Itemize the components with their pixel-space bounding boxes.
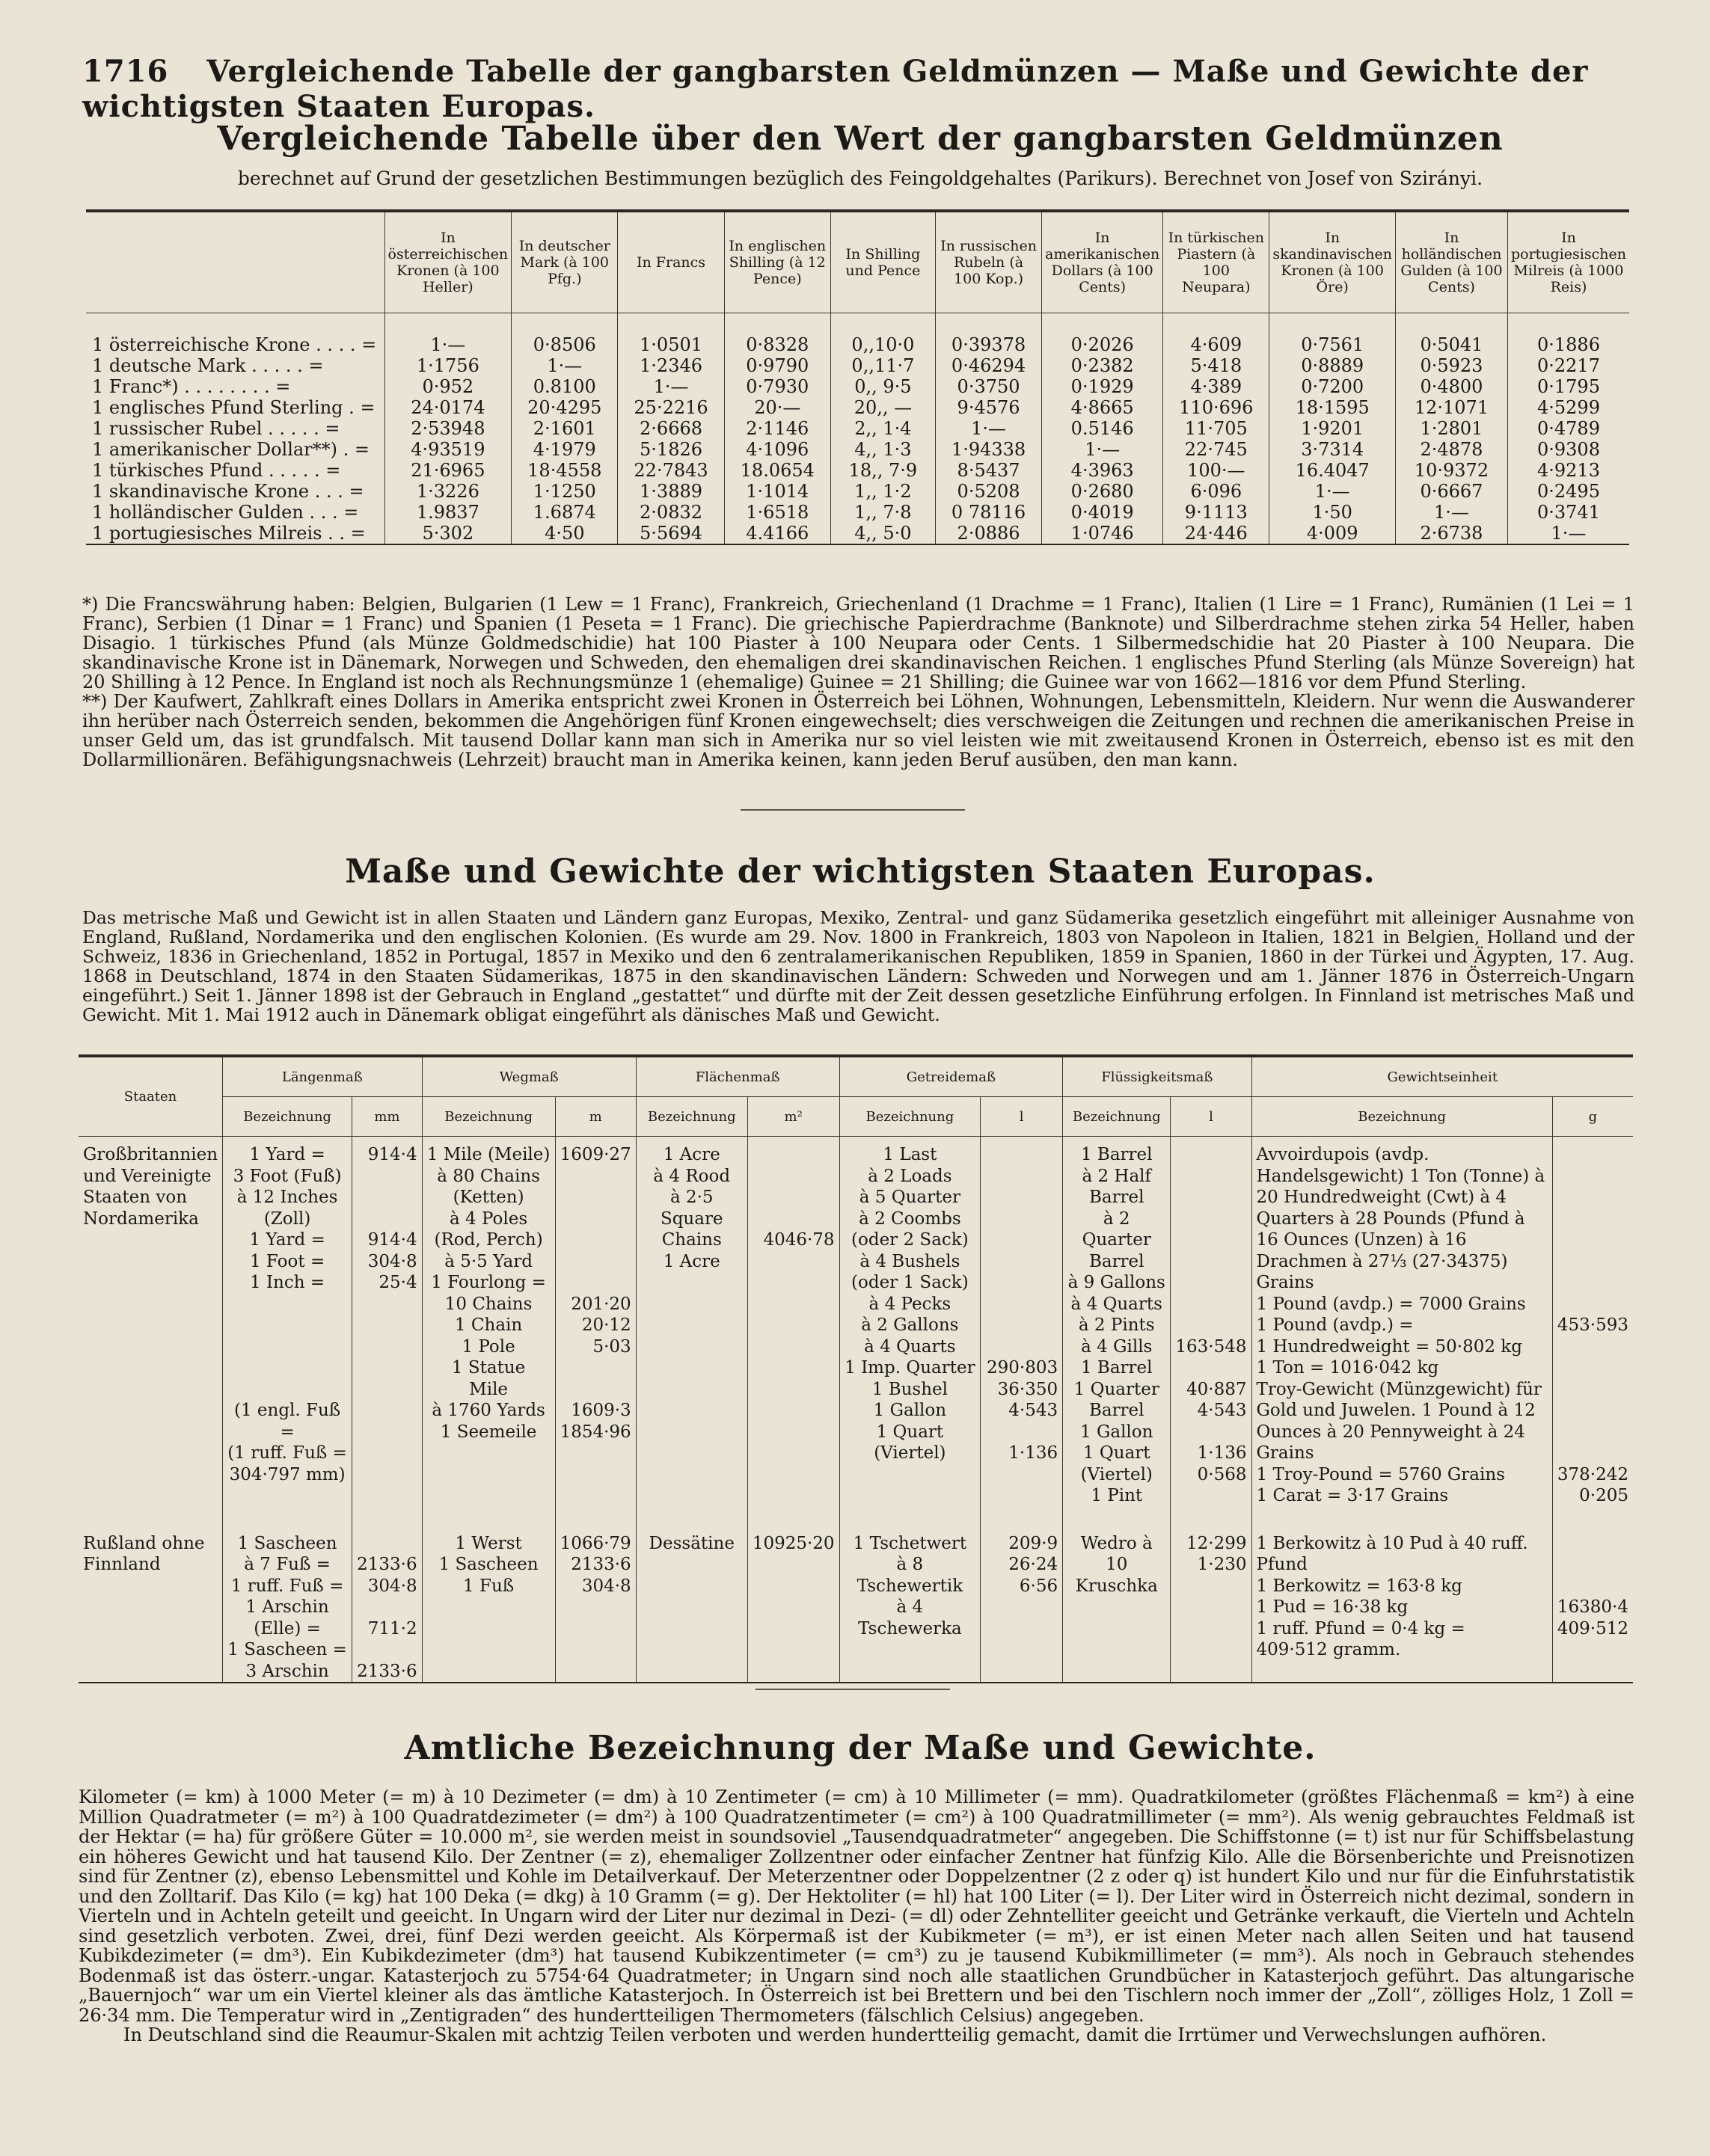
coins-row: [86, 439, 1629, 460]
coins-cell: 0·3741: [1507, 502, 1629, 523]
coins-cell: 0·1886: [1507, 313, 1629, 356]
measures-designation: Avvoirdupois (avdp. Handelsgewicht) 1 Ton (Tonne) à 20 Hundredweight (Cwt) à 4 Quarters à 28 Pounds (Pfund à 16 Ounces (Unzen) à 16 Drachmen à 27⅓ (27·34375) Grains 1 Pound (avdp.) = 7000 Grains 1 Pound (avdp.) = 1 Hundredweight = 50·802 kg 1 Ton = 1016·042 kg Troy-Gewicht (Münzgewicht) für Gold und Juwelen. 1 Pound à 12 Ounces à 20 Pennyweight à 24 Grains 1 Troy-Pound = 5760 Grains 1 Carat = 3·17 Grains: [1251, 1137, 1552, 1526]
coins-cell: 24·0174: [384, 397, 512, 418]
coins-cell: 1·9201: [1269, 418, 1396, 439]
coins-cell: 0.5146: [1042, 418, 1163, 439]
coins-cell: 2·4878: [1395, 439, 1507, 460]
coins-cell: 1·3889: [618, 481, 724, 502]
coins-cell: 2·6738: [1395, 523, 1507, 544]
coins-cell: 110·696: [1163, 397, 1269, 418]
coins-row-label: 1 holländischer Gulden . . . =: [92, 502, 359, 523]
coins-row-label: 1 türkisches Pfund . . . . . =: [92, 460, 341, 481]
coins-cell: 6·096: [1163, 481, 1269, 502]
coins-row-label: 1 russischer Rubel . . . . . =: [92, 418, 340, 439]
coins-cell: 0·7930: [724, 376, 830, 397]
measures-designation: 1 Berkowitz à 10 Pud à 40 ruff. Pfund 1 Berkowitz = 163·8 kg 1 Pud = 16·38 kg 1 ruff. Pfund = 0·4 kg = 409·512 gramm.: [1251, 1526, 1552, 1683]
coins-cell: 5·5694: [618, 523, 724, 544]
measures-value: 163·548 40·887 4·543 1·136 0·568: [1171, 1137, 1251, 1526]
coins-cell: 2·1601: [512, 418, 618, 439]
coins-cell: 2·6668: [618, 418, 724, 439]
coins-row: [86, 502, 1629, 523]
coins-cell: 8·5437: [935, 460, 1041, 481]
coins-cell: 1.9837: [384, 502, 512, 523]
coins-cell: 0·2680: [1042, 481, 1163, 502]
running-head-title: Vergleichende Tabelle der gangbarsten Geldmünzen — Maße und Gewichte der wichtigsten Staaten Europas.: [82, 54, 1589, 124]
measures-subhead: Bezeichnung: [1251, 1097, 1552, 1137]
official-paragraph: Kilometer (= km) à 1000 Meter (= m) à 10 Dezimeter (= dm) à 10 Zentimeter (= cm) à 10 Millimeter (= mm). Quadratkilometer (größtes Flächenmaß = km²) à eine Million Quadratmeter (= m²) à 100 Quadratdezimeter (= dm²) à 100 Quadratzentimeter (= cm²) à 100 Quadratmillimeter (= mm²). Als wenig gebrauchtes Feldmaß ist der Hektar (= ha) für größere Güter = 10.000 m², sie werden meist in soundsoviel „Tausendquadratmeter“ angegeben. Die Schiffstonne (= t) ist nur für Schiffsbelastung ein höheres Gewicht und hat tausend Kilo. Der Zentner (= z), ehemaliger Zollzentner oder einfacher Zentner hat fünfzig Kilo. Alle die Börsenberichte und Preisnotizen sind für Zentner (z), ebenso Lebensmittel und Kohle im Detailverkauf. Der Meterzentner oder Doppelzentner (2 z oder q) ist hundert Kilo und nur für die Einfuhrstatistik und den Zolltarif. Das Kilo (= kg) hat 100 Deka (= dkg) à 10 Gramm (= g). Der Hektoliter (= hl) hat 100 Liter (= l). Der Liter wird in Österreich nicht dezimal, sondern in Vierteln und in Achteln geteilt und geeicht. In Ungarn wird der Liter nur dezimal in Dezi- (= dl) oder Zehntelliter geeicht und Getränke verkauft, die Vierteln und Achteln sind gesetzlich verboten. Zwei, drei, fünf Dezi werden geeicht. Als Körpermaß ist der Kubikmeter (= m³), er ist einen Meter nach allen Seiten und hat tausend Kubikdezimeter (= dm³). Ein Kubikdezimeter (dm³) hat tausend Kubikzentimeter (= cm³) zu je tausend Kubikmillimeter (= mm³). Als noch in Gebrauch stehendes Bodenmaß ist das österr.-ungar. Katasterjoch zu 5754·64 Quadratmeter; in Ungarn sind noch alle staatlichen Grundbücher in Katasterjoch geführt. Das altungarische „Bauernjoch“ war um ein Viertel kleiner als das ämtliche Katasterjoch. In Österreich ist bei Brettern und bei den Tischlern noch immer der „Zoll“, zölliges Holz, 1 Zoll = 26·34 mm. Die Temperatur wird in „Zentigraden“ des hundertteiligen Thermometers (fälschlich Celsius) angegeben.: [79, 1787, 1634, 2026]
coins-row-label: 1 englisches Pfund Sterling . =: [92, 397, 376, 418]
coins-col-header: In russischen Rubeln (à 100 Kop.): [935, 211, 1041, 313]
official-title: Amtliche Bezeichnung der Maße und Gewichte.: [404, 1729, 1317, 1767]
coins-cell: 0·8328: [724, 313, 830, 356]
coins-cell: 0·46294: [935, 355, 1041, 376]
coins-cell: 4·93519: [384, 439, 512, 460]
coins-cell: 1,, 7·8: [830, 502, 935, 523]
coins-cell: 1·—: [512, 355, 618, 376]
coins-cell: 4·009: [1269, 523, 1396, 544]
measures-designation: 1 Mile (Meile) à 80 Chains (Ketten) à 4 Poles (Rod, Perch) à 5·5 Yard 1 Fourlong = 10 Chains 1 Chain 1 Pole 1 Statue Mile à 1760 Yards 1 Seemeile: [422, 1137, 555, 1526]
coins-cell: 0·8889: [1269, 355, 1396, 376]
measures-subhead: Bezeichnung: [422, 1097, 555, 1137]
measures-table: [79, 1054, 1633, 1683]
coins-cell: 4,, 5·0: [830, 523, 935, 544]
coins-cell: 1·—: [1042, 439, 1163, 460]
coins-cell: 0.8100: [512, 376, 618, 397]
coins-row-label: 1 Franc*) . . . . . . . . =: [92, 376, 291, 397]
measures-value: 16380·4 409·512: [1552, 1526, 1633, 1683]
coins-cell: 0·5208: [935, 481, 1041, 502]
measures-value: 2133·6 304·8 711·2 2133·6: [352, 1526, 422, 1683]
coins-cell: 2·53948: [384, 418, 512, 439]
measures-value: 1609·27 201·20 20·12 5·03 1609·3 1854·96: [555, 1137, 636, 1526]
coins-cell: 10·9372: [1395, 460, 1507, 481]
measures-group-flaechenmass: Flächenmaß: [636, 1056, 839, 1097]
coins-col-header: In Francs: [618, 211, 724, 313]
coins-cell: 0·2495: [1507, 481, 1629, 502]
coins-cell: 11·705: [1163, 418, 1269, 439]
coins-cell: 5·1826: [618, 439, 724, 460]
coins-cell: 1.6874: [512, 502, 618, 523]
coins-cell: 9·4576: [935, 397, 1041, 418]
coins-cell: 1·50: [1269, 502, 1396, 523]
coins-table: [86, 209, 1629, 545]
coins-col-header: In deutscher Mark (à 100 Pfg.): [512, 211, 618, 313]
coins-cell: 0,,10·0: [830, 313, 935, 356]
measures-subhead: Bezeichnung: [223, 1097, 352, 1137]
coins-row: [86, 481, 1629, 502]
measures-designation: Wedro à 10 Kruschka: [1063, 1526, 1171, 1683]
coins-row: [86, 397, 1629, 418]
section-divider: [756, 1689, 950, 1690]
coins-note-1: *) Die Francswährung haben: Belgien, Bulgarien (1 Lew = 1 Franc), Frankreich, Griechenland (1 Drachme = 1 Franc), Italien (1 Lire = 1 Franc), Rumänien (1 Lei = 1 Franc), Serbien (1 Dinar = 1 Franc) und Spanien (1 Peseta = 1 Franc). Die griechische Papierdrachme (Banknote) und Silberdrachme stehen zirka 54 Heller, haben Disagio. 1 türkisches Pfund (als Münze Goldmedschidie) hat 100 Piaster à 100 Neupara oder Cents. 1 Silbermedschidie hat 20 Piaster à 100 Neupara. Die skandinavische Krone ist in Dänemark, Norwegen und Schweden, den ehemaligen drei skandinavischen Reichen. 1 englisches Pfund Sterling (als Münze Sovereign) hat 20 Shilling à 12 Pence. In England ist noch als Rechnungsmünze 1 (ehemalige) Guinee = 21 Shilling; die Guinee war von 1662—1816 vor dem Pfund Sterling.: [82, 594, 1634, 692]
measures-group-gewichtseinheit: Gewichtseinheit: [1251, 1056, 1633, 1097]
coins-row: [86, 313, 1629, 356]
coins-cell: 2·1146: [724, 418, 830, 439]
coins-cell: 4,, 1·3: [830, 439, 935, 460]
official-text: [79, 1787, 1634, 2045]
measures-group-header: [79, 1056, 1633, 1097]
coins-cell: 24·446: [1163, 523, 1269, 544]
coins-col-header: In Shilling und Pence: [830, 211, 935, 313]
coins-cell: 0·4800: [1395, 376, 1507, 397]
official-paragraph: In Deutschland sind die Reaumur-Skalen mit achtzig Teilen verboten und werden hundertteilig gemacht, damit die Irrtümer und Verwechslungen aufhören.: [123, 2024, 1547, 2045]
coins-cell: 1·—: [1507, 523, 1629, 544]
coins-col-header: In englischen Shilling (à 12 Pence): [724, 211, 830, 313]
coins-cell: 12·1071: [1395, 397, 1507, 418]
measures-value: 12·299 1·230: [1171, 1526, 1251, 1683]
coins-cell: 0·2026: [1042, 313, 1163, 356]
coins-cell: 5·418: [1163, 355, 1269, 376]
coins-col-header: In skandinavischen Kronen (à 100 Öre): [1269, 211, 1396, 313]
measures-row: [79, 1137, 1633, 1526]
measures-subhead: Bezeichnung: [839, 1097, 981, 1137]
coins-note-2: **) Der Kaufwert, Zahlkraft eines Dollars in Amerika entspricht zwei Kronen in Österreich bei Löhnen, Wohnungen, Lebensmitteln, Kleidern. Nur wenn die Auswanderer ihn herüber nach Österreich senden, bekommen die Angehörigen fünf Kronen eingewechselt; dies verschweigen die Zeitungen und rechnen die amerikanischen Preise in unser Geld um, das ist grundfalsch. Mit tausend Dollar kann man sich in Amerika nur so viel leisten wie mit zweitausend Kronen in Österreich, ebenso ist es mit den Dollarmillionären. Befähigungsnachweis (Lehrzeit) braucht man in Amerika keinen, kann jeden Beruf ausüben, den man kann.: [82, 691, 1634, 770]
coins-cell: 3·7314: [1269, 439, 1396, 460]
coins-cell: 4·1979: [512, 439, 618, 460]
coins-cell: 0·1929: [1042, 376, 1163, 397]
coins-cell: 0 78116: [935, 502, 1041, 523]
coins-cell: 5·302: [384, 523, 512, 544]
coins-col-header: [86, 211, 384, 313]
measures-value: 4046·78: [747, 1137, 839, 1526]
coins-cell: 1·—: [618, 376, 724, 397]
coins-cell: 4.4166: [724, 523, 830, 544]
coins-cell: 18·4558: [512, 460, 618, 481]
page-number: 1716: [82, 54, 169, 89]
measures-state: Rußland ohne Finnland: [83, 1533, 205, 1574]
coins-cell: 0·4789: [1507, 418, 1629, 439]
coins-cell: 2,, 1·4: [830, 418, 935, 439]
coins-cell: 0·9308: [1507, 439, 1629, 460]
coins-cell: 4·8665: [1042, 397, 1163, 418]
measures-designation: 1 Last à 2 Loads à 5 Quarter à 2 Coombs (oder 2 Sack) à 4 Bushels (oder 1 Sack) à 4 Pecks à 2 Gallons à 4 Quarts 1 Imp. Quarter 1 Bushel 1 Gallon 1 Quart (Viertel): [839, 1137, 981, 1526]
coins-cell: 4·1096: [724, 439, 830, 460]
coins-col-header: In amerikanischen Dollars (à 100 Cents): [1042, 211, 1163, 313]
coins-row: [86, 376, 1629, 397]
measures-subhead: g: [1552, 1097, 1633, 1137]
measures-value: 10925·20: [747, 1526, 839, 1683]
coins-cell: 1·—: [1395, 502, 1507, 523]
coins-cell: 4·5299: [1507, 397, 1629, 418]
measures-group-getreidemass: Getreidemaß: [839, 1056, 1063, 1097]
measures-subhead: m: [555, 1097, 636, 1137]
coins-cell: 0,,11·7: [830, 355, 935, 376]
measures-subheader: [79, 1097, 1633, 1137]
measures-title: Maße und Gewichte der wichtigsten Staaten Europas.: [345, 853, 1376, 891]
coins-cell: 18·1595: [1269, 397, 1396, 418]
coins-cell: 1·—: [935, 418, 1041, 439]
measures-group-fluessigkeitsmass: Flüssigkeitsmaß: [1063, 1056, 1251, 1097]
measures-subhead: l: [981, 1097, 1063, 1137]
coins-cell: 0·7200: [1269, 376, 1396, 397]
measures-designation: 1 Tschetwert à 8 Tschewertik à 4 Tschewerka: [839, 1526, 981, 1683]
measures-row: [79, 1526, 1633, 1683]
measures-value: 209·9 26·24 6·56: [981, 1526, 1063, 1683]
coins-cell: 1·2801: [1395, 418, 1507, 439]
measures-group-staaten: Staaten: [79, 1056, 223, 1137]
coins-cell: 21·6965: [384, 460, 512, 481]
coins-cell: 0·5923: [1395, 355, 1507, 376]
measures-value: 453·593 378·242 0·205: [1552, 1137, 1633, 1526]
coins-cell: 1·—: [1269, 481, 1396, 502]
measures-designation: 1 Barrel à 2 Half Barrel à 2 Quarter Barrel à 9 Gallons à 4 Quarts à 2 Pints à 4 Gills 1 Barrel 1 Quarter Barrel 1 Gallon 1 Quart (Viertel) 1 Pint: [1063, 1137, 1171, 1526]
coins-cell: 0·7561: [1269, 313, 1396, 356]
coins-cell: 0·39378: [935, 313, 1041, 356]
measures-state: Großbritannien und Vereinigte Staaten von Nordamerika: [83, 1145, 218, 1229]
coins-row: [86, 523, 1629, 544]
coins-cell: 1·6518: [724, 502, 830, 523]
coins-cell: 1·1014: [724, 481, 830, 502]
coins-cell: 100·—: [1163, 460, 1269, 481]
coins-row-label: 1 skandinavische Krone . . . =: [92, 481, 364, 502]
measures-subhead: mm: [352, 1097, 422, 1137]
coins-cell: 4·609: [1163, 313, 1269, 356]
coins-cell: 1·94338: [935, 439, 1041, 460]
coins-cell: 1·—: [384, 313, 512, 356]
coins-col-header: In holländischen Gulden (à 100 Cents): [1395, 211, 1507, 313]
coins-col-header: In österreichischen Kronen (à 100 Heller): [384, 211, 512, 313]
measures-designation: 1 Acre à 4 Rood à 2·5 Square Chains 1 Acre: [636, 1137, 747, 1526]
coins-row-label: 1 österreichische Krone . . . . =: [92, 334, 377, 355]
coins-cell: 0·4019: [1042, 502, 1163, 523]
coins-row-label: 1 deutsche Mark . . . . . =: [92, 355, 324, 376]
coins-header-row: [86, 211, 1629, 313]
coins-cell: 1·0501: [618, 313, 724, 356]
coins-cell: 0·3750: [935, 376, 1041, 397]
coins-cell: 0·9790: [724, 355, 830, 376]
coins-cell: 0·952: [384, 376, 512, 397]
coins-row: [86, 460, 1629, 481]
coins-cell: 1·0746: [1042, 523, 1163, 544]
coins-cell: 20·—: [724, 397, 830, 418]
coins-col-header: In portugiesischen Milreis (à 1000 Reis): [1507, 211, 1629, 313]
measures-designation: 1 Yard = 3 Foot (Fuß) à 12 Inches (Zoll) 1 Yard = 1 Foot = 1 Inch = (1 engl. Fuß = (1 ruff. Fuß = 304·797 mm): [223, 1137, 352, 1526]
measures-subhead: Bezeichnung: [1063, 1097, 1171, 1137]
coins-cell: 0·8506: [512, 313, 618, 356]
coins-cell: 0·5041: [1395, 313, 1507, 356]
coins-row: [86, 355, 1629, 376]
coins-cell: 4·50: [512, 523, 618, 544]
coins-cell: 20·4295: [512, 397, 618, 418]
coins-cell: 1,, 1·2: [830, 481, 935, 502]
coins-cell: 18,, 7·9: [830, 460, 935, 481]
coins-cell: 22·7843: [618, 460, 724, 481]
coins-cell: 0,, 9·5: [830, 376, 935, 397]
measures-group-laengenmass: Längenmaß: [223, 1056, 423, 1097]
measures-group-wegmass: Wegmaß: [422, 1056, 636, 1097]
coins-cell: 1·1250: [512, 481, 618, 502]
measures-value: 290·803 36·350 4·543 1·136: [981, 1137, 1063, 1526]
coins-cell: 4·9213: [1507, 460, 1629, 481]
coins-col-header: In türkischen Piastern (à 100 Neupara): [1163, 211, 1269, 313]
coins-cell: 22·745: [1163, 439, 1269, 460]
coins-subtitle: berechnet auf Grund der gesetzlichen Bestimmungen bezüglich des Feingoldgehaltes (Parikurs). Berechnet von Josef von Szirányi.: [237, 168, 1483, 189]
coins-row: [86, 418, 1629, 439]
coins-row-label: 1 portugiesisches Milreis . . =: [92, 523, 366, 544]
coins-cell: 0·2382: [1042, 355, 1163, 376]
coins-cell: 1·1756: [384, 355, 512, 376]
coins-cell: 9·1113: [1163, 502, 1269, 523]
measures-designation: Dessätine: [636, 1526, 747, 1683]
measures-value: 1066·79 2133·6 304·8: [555, 1526, 636, 1683]
coins-cell: 20,, —: [830, 397, 935, 418]
measures-intro: Das metrische Maß und Gewicht ist in allen Staaten und Ländern ganz Europas, Mexiko, Zentral- und ganz Südamerika gesetzlich eingeführt mit alleiniger Ausnahme von England, Rußland, Nordamerika und den englischen Kolonien. (Es wurde am 29. Nov. 1800 in Frankreich, 1803 von Napoleon in Italien, 1821 in Belgien, Holland und der Schweiz, 1836 in Griechenland, 1852 in Portugal, 1857 in Mexiko und den 6 zentralamerikanischen Republiken, 1859 in Spanien, 1860 in der Türkei und Ägypten, 17. Aug. 1868 in Deutschland, 1874 in den Staaten Südamerikas, 1875 in den skandinavischen Ländern: Schweden und Norwegen und am 1. Jänner 1876 in Österreich-Ungarn eingeführt.) Seit 1. Jänner 1898 ist der Gebrauch in England „gestattet“ und dürfte mit der Zeit dessen gesetzliche Einführung erfolgen. In Finnland ist metrisches Maß und Gewicht. Mit 1. Mai 1912 auch in Dänemark obligat eingeführt als dänisches Maß und Gewicht.: [82, 907, 1634, 1025]
coins-cell: 0·6667: [1395, 481, 1507, 502]
coins-cell: 25·2216: [618, 397, 724, 418]
coins-cell: 16.4047: [1269, 460, 1396, 481]
coins-cell: 18.0654: [724, 460, 830, 481]
coins-cell: 1·3226: [384, 481, 512, 502]
coins-cell: 2·0886: [935, 523, 1041, 544]
running-head: [82, 54, 1638, 124]
section-divider: [741, 809, 965, 811]
measures-subhead: Bezeichnung: [636, 1097, 747, 1137]
measures-subhead: l: [1171, 1097, 1251, 1137]
coins-cell: 4·389: [1163, 376, 1269, 397]
coins-cell: 4·3963: [1042, 460, 1163, 481]
measures-designation: 1 Werst 1 Sascheen 1 Fuß: [422, 1526, 555, 1683]
coins-cell: 2·0832: [618, 502, 724, 523]
coins-row-label: 1 amerikanischer Dollar**) . =: [92, 439, 370, 460]
measures-value: 914·4 914·4 304·8 25·4: [352, 1137, 422, 1526]
measures-designation: 1 Sascheen à 7 Fuß = 1 ruff. Fuß = 1 Arschin (Elle) = 1 Sascheen = 3 Arschin: [223, 1526, 352, 1683]
coins-cell: 1·2346: [618, 355, 724, 376]
coins-cell: 0·2217: [1507, 355, 1629, 376]
coins-title: Vergleichende Tabelle über den Wert der gangbarsten Geldmünzen: [217, 120, 1504, 158]
coins-cell: 0·1795: [1507, 376, 1629, 397]
measures-subhead: m²: [747, 1097, 839, 1137]
